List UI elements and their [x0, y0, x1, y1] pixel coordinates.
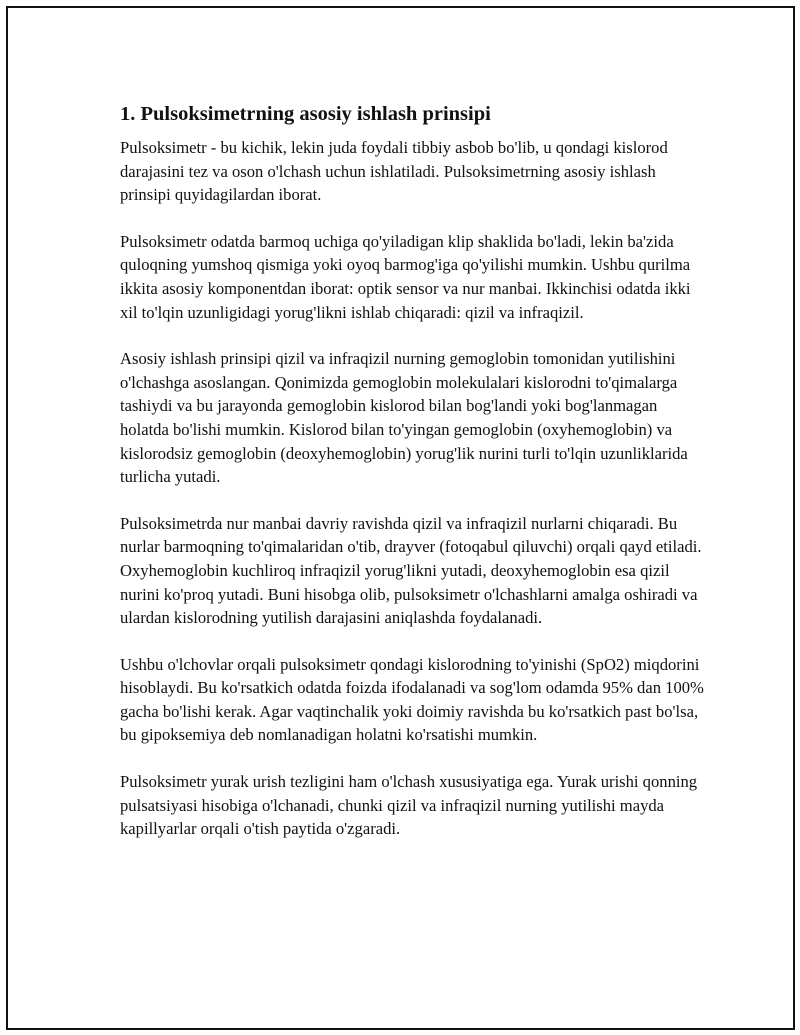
paragraph-absorption-principle: Asosiy ishlash prinsipi qizil va infraqizil nurning gemoglobin tomonidan yutilishini o'lchashga asoslangan. Qonimizda gemoglobin molekulalari kislorodni to'qimalarga tashiydi va bu jarayonda gemoglobin kislorod bilan bog'landi yoki bog'lanmagan holatda bo'lishi mumkin. Kislorod bilan to'yingan gemoglobin (oxyhemoglobin) va kislorodsiz gemoglobin (deoxyhemoglobin) yorug'lik nurini turli to'lqin uzunliklarida turlicha yutadi. — [120, 349, 688, 487]
paragraph-device-components: Pulsoksimetr odatda barmoq uchiga qo'yiladigan klip shaklida bo'ladi, lekin ba'zida quloqning yumshoq qismiga yoki oyoq barmog'iga qo'yilishi mumkin. Ushbu qurilma ikkita asosiy komponentdan iborat: optik sensor va nur manbai. Ikkinchisi odatda ikki xil to'lqin uzunligidagi yorug'likni ishlab chiqaradi: qizil va infraqizil. — [120, 231, 691, 322]
paragraph-intro: Pulsoksimetr - bu kichik, lekin juda foydali tibbiy asbob bo'lib, u qondagi kislorod darajasini tez va oson o'lchash uchun ishlatiladi. Pulsoksimetrning asosiy ishlash prinsipi quyidagilardan iborat. — [120, 138, 668, 205]
paragraph-heart-rate: Pulsoksimetr yurak urish tezligini ham o'lchash xususiyatiga ega. Yurak urishi qonning pulsatsiyasi hisobiga o'lchanadi, chunki qizil va infraqizil nurning yutilishi mayda kapillyarlar orqali o'tish paytida o'zgaradi. — [120, 772, 698, 839]
document-content — [120, 101, 710, 864]
document-page — [6, 6, 795, 1030]
section-heading: 1. Pulsoksimetrning asosiy ishlash prinsipi — [120, 103, 491, 125]
paragraph-spo2: Ushbu o'lchovlar orqali pulsoksimetr qondagi kislorodning to'yinishi (SpO2) miqdorini hisoblaydi. Bu ko'rsatkich odatda foizda ifodalanadi va sog'lom odamda 95% dan 100% gacha bo'lishi kerak. Agar vaqtinchalik yoki doimiy ravishda bu ko'rsatkich past bo'lsa, bu gipoksemiya deb nomlanadigan holatni ko'rsatishi mumkin. — [120, 654, 704, 745]
paragraph-light-emission: Pulsoksimetrda nur manbai davriy ravishda qizil va infraqizil nurlarni chiqaradi. Bu nurlar barmoqning to'qimalaridan o'tib, drayver (fotoqabul qiluvchi) orqali qayd etiladi. Oxyhemoglobin kuchliroq infraqizil yorug'likni yutadi, deoxyhemoglobin esa qizil nurini ko'proq yutadi. Buni hisobga olib, pulsoksimetr o'lchashlarni amalga oshiradi va ulardan kislorodning yutilish darajasini aniqlashda foydalanadi. — [120, 513, 702, 628]
